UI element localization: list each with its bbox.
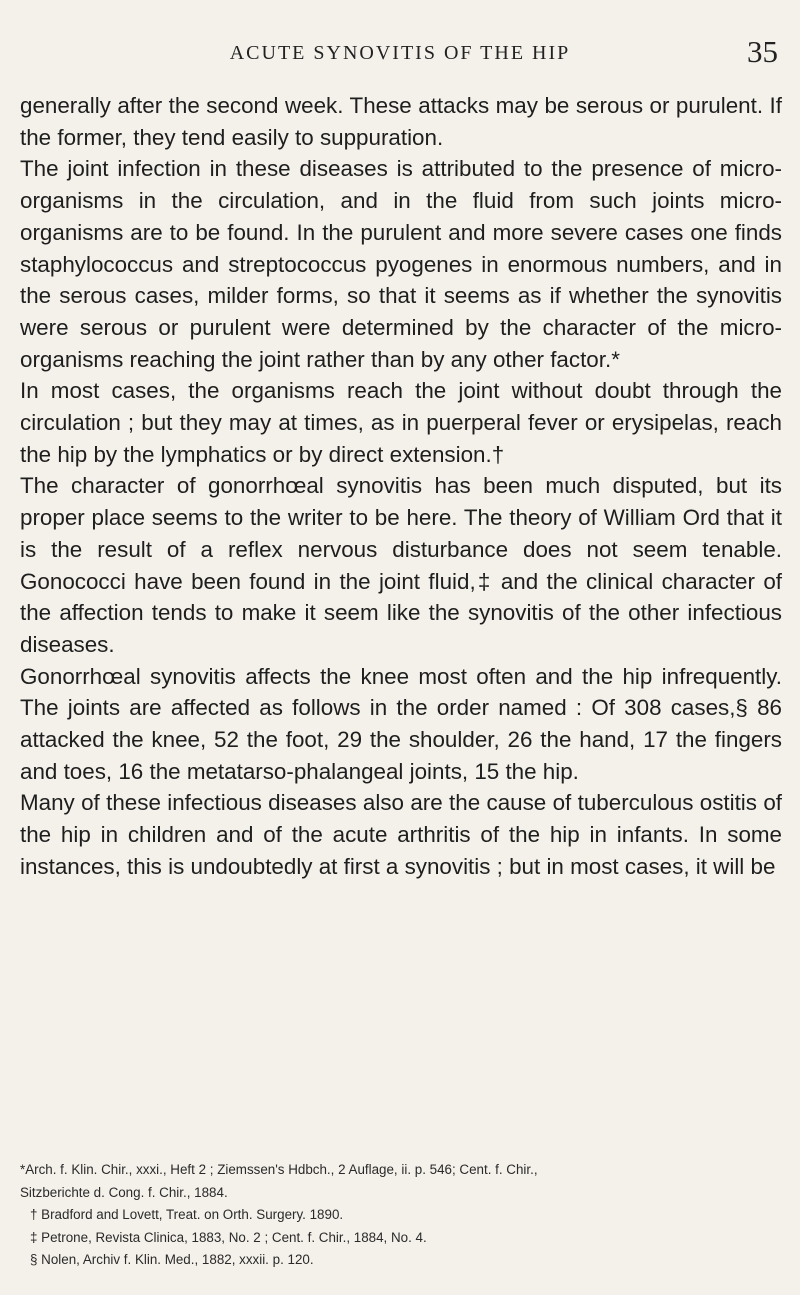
footnote-1-continued: Sitzberichte d. Cong. f. Chir., 1884.: [20, 1184, 228, 1200]
paragraph-1: generally after the second week. These attacks may be serous or purulent. If the former, they tend easily to suppuration.: [20, 93, 782, 150]
paragraph-4: The character of gonorrhœal synovitis has been much disputed, but its proper place seems to the writer to be here. The theory of William Ord that it is the result of a reflex nervous disturbance does not seem tenable. Gonococci have been found in the joint fluid,‡ and the clinical character of the affection tends to make it seem like the synovitis of the other infectious diseases.: [20, 473, 782, 657]
page-number: 35: [747, 34, 778, 69]
footnote-2: † Bradford and Lovett, Treat. on Orth. Surgery. 1890.: [30, 1207, 344, 1222]
paragraph-3: In most cases, the organisms reach the joint without doubt through the circulation ; but they may at times, as in puerperal fever or erysipelas, reach the hip by the lymphatics or by direct extension.†: [20, 378, 782, 467]
paragraph-5: Gonorrhœal synovitis affects the knee most often and the hip infrequently. The joints are affected as follows in the order named : Of 308 cases,§ 86 attacked the knee, 52 the foot, 29 the shoulder, 26 the hand, 17 the fingers and toes, 16 the metatarso-phalangeal joints, 15 the hip.: [20, 663, 782, 784]
running-head: ACUTE SYNOVITIS OF THE HIP: [229, 42, 571, 64]
footnote-4: § Nolen, Archiv f. Klin. Med., 1882, xxxii. p. 120.: [30, 1252, 314, 1267]
body-text: [20, 90, 782, 883]
paragraph-6: Many of these infectious diseases also are the cause of tuberculous ostitis of the hip in children and of the acute arthritis of the hip in infants. In some instances, this is undoubtedly at first a synovitis ; but in most cases, it will be: [20, 790, 782, 879]
footnote-1: *Arch. f. Klin. Chir., xxxi., Heft 2 ; Ziemssen's Hdbch., 2 Auflage, ii. p. 546; Cent. f. Chir.,: [20, 1162, 538, 1177]
footnote-3: ‡ Petrone, Revista Clinica, 1883, No. 2 ; Cent. f. Chir., 1884, No. 4.: [30, 1229, 427, 1245]
paragraph-2: The joint infection in these diseases is attributed to the presence of micro-organisms in the circulation, and in the fluid from such joints micro-organisms are to be found. In the purulent and more severe cases one finds staphylococcus and streptococcus pyogenes in enormous numbers, and in the serous cases, milder forms, so that it seems as if whether the synovitis were serous or purulent were determined by the character of the micro-organisms reaching the joint rather than by any other factor.*: [20, 156, 782, 372]
footnotes: [20, 1159, 782, 1272]
page-header: [0, 34, 800, 78]
